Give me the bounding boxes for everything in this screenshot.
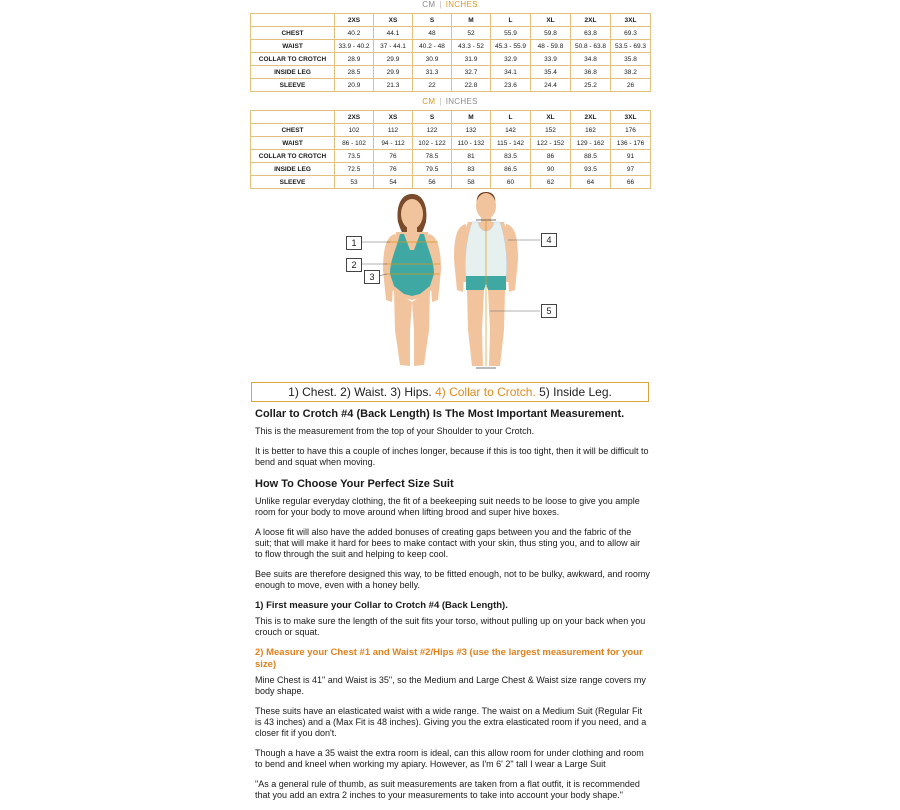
row-label: INSIDE LEG (251, 163, 335, 176)
size-header-row (251, 111, 651, 124)
table-cell: 45.3 - 55.9 (491, 40, 531, 53)
table-cell: 32.9 (491, 53, 531, 66)
row-label: COLLAR TO CROTCH (251, 53, 335, 66)
table-cell: 88.5 (571, 150, 611, 163)
table-cell: 93.5 (571, 163, 611, 176)
size-chart-inches (250, 13, 651, 92)
row-label: WAIST (251, 137, 335, 150)
table-row (251, 137, 651, 150)
table-cell: 76 (374, 150, 413, 163)
size-header: L (491, 111, 531, 124)
table-cell: 91 (611, 150, 651, 163)
callout-inside-leg: 5 (541, 304, 557, 318)
table-cell: 90 (531, 163, 571, 176)
table-cell: 102 (335, 124, 374, 137)
size-header: S (413, 14, 452, 27)
man-figure (454, 192, 518, 368)
row-label: CHEST (251, 27, 335, 40)
table-cell: 59.8 (531, 27, 571, 40)
inches-unit-link[interactable]: INCHES (445, 97, 478, 106)
table-cell: 69.3 (611, 27, 651, 40)
table-cell: 31.3 (413, 66, 452, 79)
size-header: XL (531, 111, 571, 124)
sizing-article (255, 407, 650, 810)
table-cell: 44.1 (374, 27, 413, 40)
table-cell: 29.9 (374, 53, 413, 66)
cm-unit-link[interactable]: CM (422, 97, 436, 106)
table-cell: 26 (611, 79, 651, 92)
table-cell: 152 (531, 124, 571, 137)
legend-collar-to-crotch: 4) Collar to Crotch. (435, 385, 536, 399)
table-cell: 112 (374, 124, 413, 137)
unit-toggle-inches-chart (250, 0, 650, 9)
table-cell: 83.5 (491, 150, 531, 163)
size-header: 3XL (611, 14, 651, 27)
size-chart-cm (250, 110, 651, 189)
table-cell: 79.5 (413, 163, 452, 176)
row-label: SLEEVE (251, 79, 335, 92)
table-cell: 132 (452, 124, 491, 137)
table-row (251, 66, 651, 79)
table-row (251, 124, 651, 137)
size-header: XS (374, 111, 413, 124)
table-cell: 63.8 (571, 27, 611, 40)
size-header: L (491, 14, 531, 27)
table-cell: 48 - 59.8 (531, 40, 571, 53)
table-cell: 53 (335, 176, 374, 189)
size-header: XL (531, 14, 571, 27)
table-cell: 24.4 (531, 79, 571, 92)
table-cell: 35.4 (531, 66, 571, 79)
table-cell: 136 - 176 (611, 137, 651, 150)
paragraph: A loose fit will also have the added bonuses of creating gaps between you and the fabric of the suit; that will make it hard for bees to make contact with your skin, thus sting you, and to allow air to flow through the suit and helping to keep cool. (255, 527, 641, 559)
table-cell: 31.9 (452, 53, 491, 66)
table-row (251, 176, 651, 189)
table-cell: 40.2 (335, 27, 374, 40)
table-cell: 142 (491, 124, 531, 137)
unit-separator: | (439, 0, 442, 9)
table-cell: 36.8 (571, 66, 611, 79)
table-cell: 34.8 (571, 53, 611, 66)
row-label: INSIDE LEG (251, 66, 335, 79)
table-cell: 66 (611, 176, 651, 189)
size-header: M (452, 14, 491, 27)
table-cell: 122 (413, 124, 452, 137)
woman-figure (383, 194, 441, 366)
table-cell: 162 (571, 124, 611, 137)
table-cell: 23.6 (491, 79, 531, 92)
table-cell: 52 (452, 27, 491, 40)
paragraph: It is better to have this a couple of inches longer, because if this is too tight, then it will be difficult to bend and squat when moving. (255, 446, 649, 467)
table-row (251, 79, 651, 92)
paragraph: This is to make sure the length of the suit fits your torso, without pulling up on your back when you crouch or squat. (255, 616, 646, 637)
table-cell: 20.9 (335, 79, 374, 92)
size-header: XS (374, 14, 413, 27)
table-cell: 73.5 (335, 150, 374, 163)
row-label: CHEST (251, 124, 335, 137)
table-cell: 32.7 (452, 66, 491, 79)
table-cell: 25.2 (571, 79, 611, 92)
table-row (251, 163, 651, 176)
inches-unit-link[interactable]: INCHES (445, 0, 478, 9)
quote-paragraph: "As a general rule of thumb, as suit measurements are taken from a flat outfit, it is recommended that you add an extra 2 inches to your measurements to take into account your body shape." (255, 779, 640, 800)
table-cell: 81 (452, 150, 491, 163)
cm-unit-link[interactable]: CM (422, 0, 436, 9)
size-header: S (413, 111, 452, 124)
size-header: 2XS (335, 111, 374, 124)
table-cell: 28.9 (335, 53, 374, 66)
measurement-legend (251, 382, 649, 402)
row-label: WAIST (251, 40, 335, 53)
unit-separator: | (439, 97, 442, 106)
size-header: M (452, 111, 491, 124)
row-label: COLLAR TO CROTCH (251, 150, 335, 163)
table-cell: 86.5 (491, 163, 531, 176)
row-label: SLEEVE (251, 176, 335, 189)
body-measurement-figure (250, 190, 650, 380)
table-cell: 33.9 (531, 53, 571, 66)
callout-collar-to-crotch: 4 (541, 233, 557, 247)
table-cell: 30.9 (413, 53, 452, 66)
table-cell: 50.8 - 63.8 (571, 40, 611, 53)
size-header: 2XS (335, 14, 374, 27)
legend-plain: 1) Chest. 2) Waist. 3) Hips. (288, 385, 432, 399)
paragraph: Bee suits are therefore designed this way, to be fitted enough, not to be bulky, awkward, and roomy enough to move, even with a honey belly. (255, 569, 650, 590)
table-cell: 21.3 (374, 79, 413, 92)
table-cell: 60 (491, 176, 531, 189)
table-cell: 76 (374, 163, 413, 176)
table-cell: 78.5 (413, 150, 452, 163)
table-cell: 102 - 122 (413, 137, 452, 150)
table-cell: 54 (374, 176, 413, 189)
heading-most-important: Collar to Crotch #4 (Back Length) Is The Most Important Measurement. (255, 408, 625, 420)
table-cell: 115 - 142 (491, 137, 531, 150)
table-cell: 86 - 102 (335, 137, 374, 150)
callout-chest: 1 (346, 236, 362, 250)
step-1-heading: 1) First measure your Collar to Crotch #4 (Back Length). (255, 600, 508, 611)
table-cell: 97 (611, 163, 651, 176)
paragraph: These suits have an elasticated waist with a wide range. The waist on a Medium Suit (Regular Fit is 43 inches) and a (Max Fit is 48 inches). Giving you the extra elasticated room if you need, and a closer fit if you don't. (255, 706, 647, 738)
table-cell: 35.8 (611, 53, 651, 66)
table-cell: 62 (531, 176, 571, 189)
table-cell: 43.3 - 52 (452, 40, 491, 53)
table-cell: 33.9 - 40.2 (335, 40, 374, 53)
table-cell: 86 (531, 150, 571, 163)
table-cell: 38.2 (611, 66, 651, 79)
paragraph: Though a have a 35 waist the extra room is ideal, can this allow room for under clothing and room to bend and kneel when working my apiary. However, as I'm 6' 2" tall I wear a Large Suit (255, 748, 644, 769)
size-header: 2XL (571, 111, 611, 124)
legend-inside-leg: 5) Inside Leg. (539, 385, 612, 399)
table-row (251, 53, 651, 66)
table-cell: 22.8 (452, 79, 491, 92)
heading-choose-size: How To Choose Your Perfect Size Suit (255, 478, 454, 490)
table-cell: 56 (413, 176, 452, 189)
table-cell: 58 (452, 176, 491, 189)
table-cell: 29.9 (374, 66, 413, 79)
table-cell: 34.1 (491, 66, 531, 79)
table-cell: 129 - 162 (571, 137, 611, 150)
header-corner (251, 111, 335, 124)
table-cell: 53.5 - 69.3 (611, 40, 651, 53)
table-cell: 176 (611, 124, 651, 137)
size-header-row (251, 14, 651, 27)
paragraph: Unlike regular everyday clothing, the fit of a beekeeping suit needs to be loose to give you ample room for your body to move around when lifting brood and super hive boxes. (255, 496, 640, 517)
table-cell: 55.9 (491, 27, 531, 40)
unit-toggle-cm-chart (250, 97, 650, 106)
size-header: 3XL (611, 111, 651, 124)
table-cell: 40.2 - 48 (413, 40, 452, 53)
table-cell: 94 - 112 (374, 137, 413, 150)
table-cell: 48 (413, 27, 452, 40)
table-cell: 37 - 44.1 (374, 40, 413, 53)
paragraph: Mine Chest is 41" and Waist is 35", so the Medium and Large Chest & Waist size range covers my body shape. (255, 675, 646, 696)
table-cell: 22 (413, 79, 452, 92)
table-row (251, 40, 651, 53)
table-cell: 83 (452, 163, 491, 176)
callout-hips: 3 (364, 270, 380, 284)
callout-waist: 2 (346, 258, 362, 272)
header-corner (251, 14, 335, 27)
table-cell: 64 (571, 176, 611, 189)
table-cell: 122 - 152 (531, 137, 571, 150)
size-header: 2XL (571, 14, 611, 27)
step-2-heading: 2) Measure your Chest #1 and Waist #2/Hips #3 (use the largest measurement for your size) (255, 647, 643, 670)
table-cell: 110 - 132 (452, 137, 491, 150)
table-cell: 28.5 (335, 66, 374, 79)
table-row (251, 27, 651, 40)
table-cell: 72.5 (335, 163, 374, 176)
body-illustration (250, 190, 650, 380)
table-row (251, 150, 651, 163)
paragraph: This is the measurement from the top of your Shoulder to your Crotch. (255, 426, 535, 436)
